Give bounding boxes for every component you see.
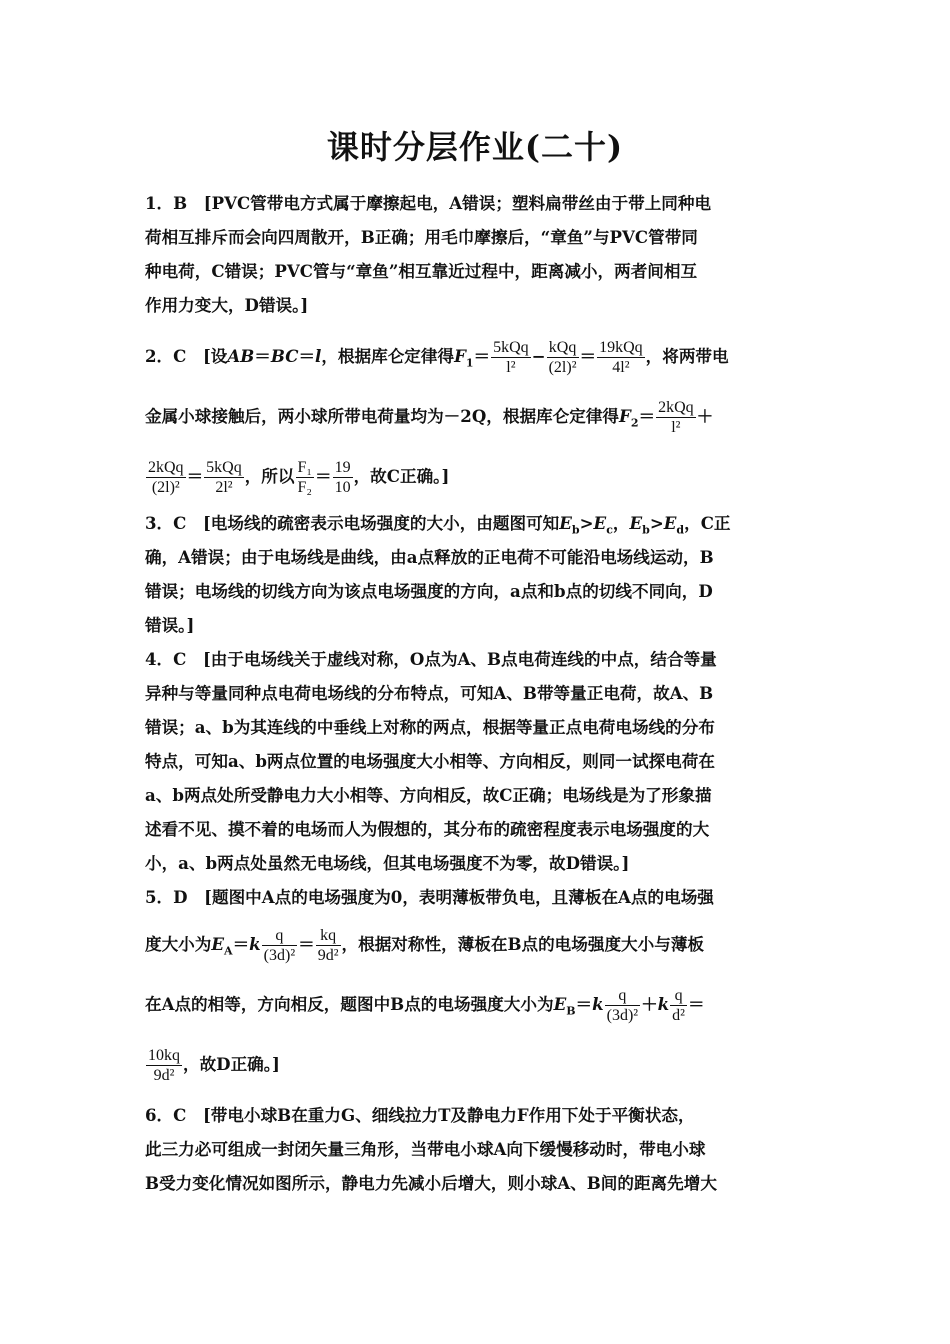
fraction-2 bbox=[316, 926, 341, 965]
page-title: 课时分层作业(二十) bbox=[326, 128, 624, 166]
answer-4-line-4: 特点，可知a、b两点位置的电场强度大小相等、方向相反，则同一试探电荷在 bbox=[145, 751, 715, 771]
fraction-3 bbox=[605, 986, 640, 1025]
equals: ＝ bbox=[638, 406, 656, 426]
fraction-1 bbox=[262, 926, 297, 965]
fraction-numerator: q bbox=[262, 926, 297, 946]
answer-content bbox=[145, 186, 807, 1200]
subscript: 2 bbox=[630, 416, 639, 430]
fraction-3 bbox=[597, 338, 645, 377]
equals: ＝ bbox=[298, 346, 316, 366]
answer-5-line-3 bbox=[145, 974, 807, 1034]
answer-2-prefix: 2．C [设 bbox=[145, 346, 228, 366]
fraction-denominator: 4l² bbox=[612, 359, 630, 376]
fraction-4 bbox=[670, 986, 687, 1025]
var-e: E bbox=[559, 513, 572, 533]
var-e: E bbox=[553, 994, 567, 1014]
equals: ＝ bbox=[579, 346, 597, 366]
answer-6-line-3: B受力变化情况如图所示，静电力先减小后增大，则小球A、B间的距离先增大 bbox=[145, 1173, 717, 1193]
var-l: l bbox=[315, 346, 322, 366]
fraction-numerator: 2kQq bbox=[146, 458, 186, 478]
fraction-numerator: 19 bbox=[333, 458, 353, 478]
var-e: E bbox=[663, 513, 677, 533]
answer-6-line-2: 此三力必可组成一封闭矢量三角形，当带电小球A向下缓慢移动时，带电小球 bbox=[145, 1139, 706, 1159]
fraction-denominator: (3d)² bbox=[606, 1007, 639, 1024]
fraction-denominator: 9d² bbox=[153, 1067, 175, 1084]
answer-2-line-3 bbox=[145, 446, 807, 506]
answer-3-text: 3．C [电场线的疏密表示电场强度的大小，由题图可知 bbox=[145, 513, 560, 533]
fraction-denominator: l² bbox=[671, 419, 681, 436]
answer-5-line-2 bbox=[145, 914, 807, 974]
subscript: b bbox=[571, 523, 580, 537]
fraction-numerator: 19kQq bbox=[597, 338, 645, 358]
equals: ＝ bbox=[254, 346, 271, 366]
subscript: d bbox=[676, 523, 685, 537]
answer-2-line-1 bbox=[145, 326, 807, 386]
plus-sign: ＋ bbox=[641, 994, 658, 1014]
fraction-denominator: (2l)² bbox=[151, 479, 180, 496]
answer-3-line-2: 确，A错误；由于电场线是曲线，由a点释放的正电荷不可能沿电场线运动，B bbox=[145, 547, 714, 567]
answer-1-line-4: 作用力变大，D错误。] bbox=[145, 295, 309, 315]
subscript: c bbox=[606, 523, 613, 537]
answer-4-line-5: a、b两点处所受静电力大小相等、方向相反，故C正确；电场线是为了形象描 bbox=[145, 785, 712, 805]
answer-4 bbox=[145, 642, 807, 880]
answer-1-line-2: 荷相互排斥而会向四周散开，B正确；用毛巾摩擦后，“章鱼”与PVC管带同 bbox=[145, 227, 698, 247]
fraction-denominator: d² bbox=[672, 1007, 685, 1024]
answer-5-line-4 bbox=[145, 1034, 807, 1094]
answer-5-text: ，故D正确。] bbox=[183, 1054, 280, 1074]
fraction-numerator: F₁ bbox=[296, 458, 314, 478]
var-k: k bbox=[249, 934, 261, 954]
subscript: A bbox=[224, 944, 233, 958]
answer-1 bbox=[145, 186, 807, 322]
var-ab: AB bbox=[227, 346, 255, 366]
equals: ＝ bbox=[473, 346, 491, 366]
fraction-8 bbox=[333, 458, 353, 497]
answer-1-line-1: 1．B [PVC管带电方式属于摩擦起电，A错误；塑料扁带丝由于带上同种电 bbox=[145, 193, 712, 213]
answer-5-text: 在A点的相等，方向相反，题图中B点的电场强度大小为 bbox=[145, 994, 554, 1014]
answer-5-text: ，根据对称性，薄板在B点的电场强度大小与薄板 bbox=[341, 934, 705, 954]
fraction-denominator: F₂ bbox=[297, 479, 312, 496]
fraction-denominator: (2l)² bbox=[548, 359, 577, 376]
var-f: F bbox=[619, 406, 631, 426]
answer-5 bbox=[145, 880, 807, 1094]
comma: ， bbox=[612, 513, 630, 533]
equals: ＝ bbox=[687, 994, 705, 1014]
plus-sign: ＋ bbox=[696, 406, 714, 426]
minus-sign: − bbox=[531, 346, 546, 366]
answer-6 bbox=[145, 1098, 807, 1200]
fraction-denominator: 10 bbox=[334, 479, 351, 496]
greater-than: > bbox=[579, 513, 594, 533]
fraction-5 bbox=[146, 1046, 182, 1085]
answer-1-line-3: 种电荷，C错误；PVC管与“章鱼”相互靠近过程中，距离减小，两者间相互 bbox=[145, 261, 698, 281]
answer-2-line-2 bbox=[145, 386, 807, 446]
fraction-numerator: kQq bbox=[547, 338, 579, 358]
answer-4-line-2: 异种与等量同种点电荷电场线的分布特点，可知A、B带等量正电荷，故A、B bbox=[145, 683, 714, 703]
answer-3-line-4: 错误。] bbox=[145, 615, 195, 635]
answer-5-line-1: 5．D [题图中A点的电场强度为0，表明薄板带负电，且薄板在A点的电场强 bbox=[145, 887, 714, 907]
var-f: F bbox=[454, 346, 466, 366]
fraction-denominator: 2l² bbox=[215, 479, 233, 496]
fraction-denominator: l² bbox=[506, 359, 516, 376]
fraction-1 bbox=[491, 338, 531, 377]
answer-2-text: ，故C正确。] bbox=[353, 466, 450, 486]
var-bc: BC bbox=[270, 346, 299, 366]
subscript: 1 bbox=[465, 356, 474, 370]
answer-2-text: ，所以 bbox=[244, 466, 295, 486]
equals: ＝ bbox=[298, 934, 315, 954]
equals: ＝ bbox=[186, 466, 204, 486]
var-k: k bbox=[592, 994, 604, 1014]
var-e: E bbox=[211, 934, 225, 954]
fraction-denominator: 9d² bbox=[317, 947, 339, 964]
fraction-denominator: (3d)² bbox=[263, 947, 296, 964]
var-e: E bbox=[593, 513, 607, 533]
fraction-2 bbox=[547, 338, 579, 377]
answer-4-line-3: 错误；a、b为其连线的中垂线上对称的两点，根据等量正点电荷电场线的分布 bbox=[145, 717, 715, 737]
fraction-numerator: q bbox=[605, 986, 640, 1006]
equals: ＝ bbox=[314, 466, 332, 486]
greater-than: > bbox=[649, 513, 664, 533]
answer-2-text: ，根据库仑定律得 bbox=[321, 346, 455, 366]
fraction-6 bbox=[204, 458, 244, 497]
var-k: k bbox=[657, 994, 670, 1014]
var-e: E bbox=[629, 513, 643, 533]
fraction-7 bbox=[296, 458, 314, 497]
subscript: B bbox=[566, 1004, 576, 1018]
answer-6-line-1: 6．C [带电小球B在重力G、细线拉力T及静电力F作用下处于平衡状态， bbox=[145, 1105, 695, 1125]
answer-2-text: 金属小球接触后，两小球所带电荷量均为－2Q，根据库仑定律得 bbox=[145, 406, 620, 426]
answer-4-line-6: 述看不见、摸不着的电场而人为假想的，其分布的疏密程度表示电场强度的大 bbox=[145, 819, 710, 839]
answer-2-text: ，将两带电 bbox=[645, 346, 729, 366]
answer-3-line-3: 错误；电场线的切线方向为该点电场强度的方向，a点和b点的切线不同向，D bbox=[145, 581, 713, 601]
answer-3-line-1 bbox=[145, 506, 807, 540]
answer-4-line-7: 小，a、b两点处虽然无电场线，但其电场强度不为零，故D错误。] bbox=[145, 853, 630, 873]
answer-4-line-1: 4．C [由于电场线关于虚线对称，O点为A、B点电荷连线的中点，结合等量 bbox=[145, 649, 717, 669]
answer-2 bbox=[145, 326, 807, 506]
equals: ＝ bbox=[575, 994, 593, 1014]
fraction-5 bbox=[146, 458, 186, 497]
equals: ＝ bbox=[232, 934, 250, 954]
fraction-numerator: kq bbox=[316, 926, 341, 946]
fraction-numerator: 5kQq bbox=[491, 338, 531, 358]
fraction-numerator: 2kQq bbox=[656, 398, 696, 418]
fraction-numerator: q bbox=[670, 986, 687, 1006]
fraction-4 bbox=[656, 398, 696, 437]
subscript: b bbox=[642, 523, 650, 537]
fraction-numerator: 5kQq bbox=[204, 458, 244, 478]
fraction-numerator: 10kq bbox=[146, 1046, 182, 1066]
answer-3-text: ，C正 bbox=[684, 513, 731, 533]
answer-3 bbox=[145, 506, 807, 642]
answer-5-text: 度大小为 bbox=[145, 934, 212, 954]
